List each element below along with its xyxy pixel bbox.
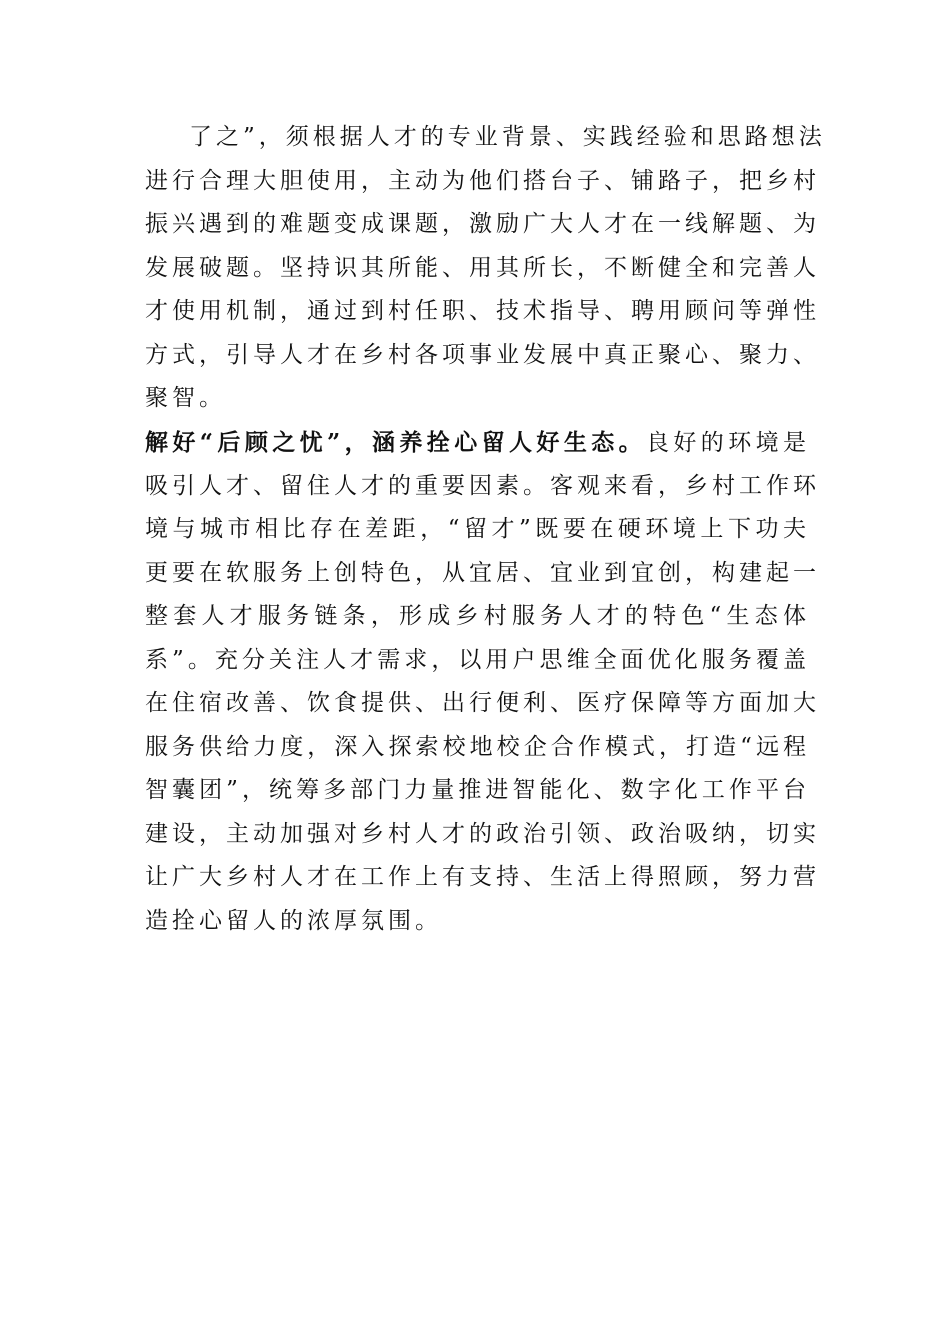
paragraph-heading-rest: 良好的环境是 <box>646 430 811 456</box>
paragraph-heading: 解好“后顾之忧”，涵养拴心留人好生态。 <box>145 429 647 456</box>
paragraph-line: 聚智。 <box>145 385 226 411</box>
paragraph-line: 进行合理大胆使用，主动为他们搭台子、铺路子，把乡村 <box>145 167 820 194</box>
paragraph-line: 境与城市相比存在差距，“留才”既要在硬环境上下功夫 <box>145 516 810 542</box>
paragraph-line: 更要在软服务上创特色，从宜居、宜业到宜创，构建起一 <box>145 559 820 586</box>
paragraph-first-line <box>145 421 810 465</box>
paragraph-line: 了之”，须根据人才的专业背景、实践经验和思路想法 <box>189 124 826 150</box>
paragraph-talent-ecosystem <box>145 421 820 943</box>
paragraph-line: 让广大乡村人才在工作上有支持、生活上得照顾，努力营 <box>145 864 820 890</box>
paragraph-line: 才使用机制，通过到村任职、技术指导、聘用顾问等弹性 <box>145 298 820 324</box>
paragraph-line: 智囊团”，统筹多部门力量推进智能化、数字化工作平台 <box>145 777 810 803</box>
paragraph-line: 方式，引导人才在乡村各项事业发展中真正聚心、聚力、 <box>145 341 820 368</box>
paragraph-line: 系”。充分关注人才需求，以用户思维全面优化服务覆盖 <box>145 646 810 673</box>
paragraph-line: 建设，主动加强对乡村人才的政治引领、政治吸纳，切实 <box>145 820 820 847</box>
paragraph-line: 造拴心留人的浓厚氛围。 <box>145 907 442 934</box>
paragraph-line: 振兴遇到的难题变成课题，激励广大人才在一线解题、为 <box>145 211 820 237</box>
paragraph-line: 在住宿改善、饮食提供、出行便利、医疗保障等方面加大 <box>145 690 820 716</box>
paragraph-talent-use <box>145 116 826 421</box>
paragraph-line: 吸引人才、留住人才的重要因素。客观来看，乡村工作环 <box>145 472 820 499</box>
paragraph-line: 整套人才服务链条，形成乡村服务人才的特色“生态体 <box>145 603 810 629</box>
paragraph-line: 发展破题。坚持识其所能、用其所长，不断健全和完善人 <box>145 254 820 281</box>
paragraph-line: 服务供给力度，深入探索校地校企合作模式，打造“远程 <box>145 733 810 760</box>
